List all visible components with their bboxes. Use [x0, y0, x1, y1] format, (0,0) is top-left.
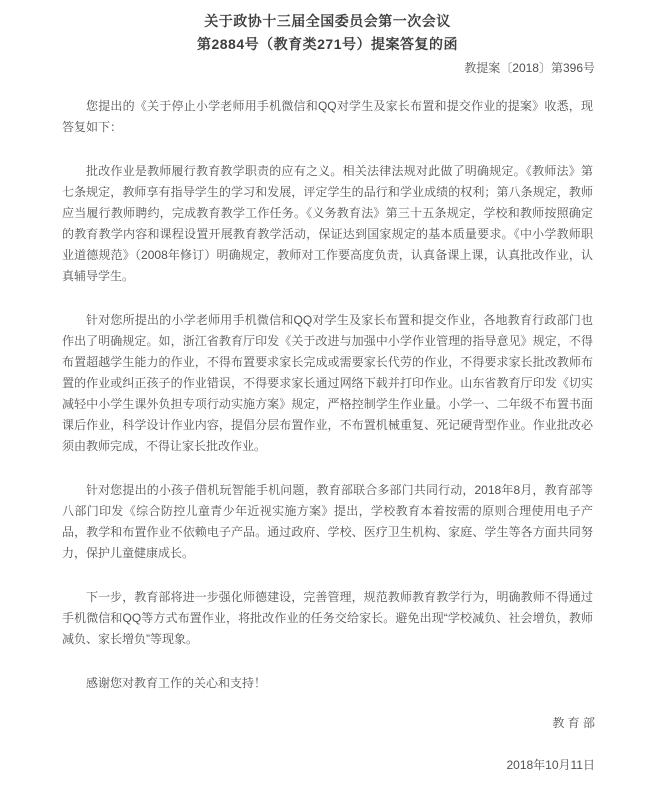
body-paragraph: 批改作业是教师履行教育教学职责的应有之义。相关法律法规对此做了明确规定。《教师法》第七条规定，教师享有指导学生的学习和发展，评定学生的品行和学业成绩的权利；第八条规定，教师应当履行教师聘约，完成教育教学工作任务。《义务教育法》第三十五条规定，学校和教师按照确定的教育教学内容和课程设置开展教育教学活动，保证达到国家规定的基本质量要求。《中小学教师职业道德规范》（2008年修订）明确规定，教师对工作要高度负责，认真备课上课，认真批改作业，认真辅导学生。	[62, 164, 593, 283]
body-paragraph: 针对您所提出的小学老师用手机微信和QQ对学生及家长布置和提交作业，各地教育行政部门也作出了明确规定。如，浙江省教育厅印发《关于改进与加强中小学作业管理的指导意见》规定，不得布置超越学生能力的作业，不得布置要求家长完成或需要家长代劳的作业，不得要求家长批改教师布置的作业或纠正孩子的作业错误，不得要求家长通过网络下载并打印作业。山东省教育厅印发《切实减轻中小学生课外负担专项行动实施方案》规定，严格控制学生作业量。小学一、二年级不布置书面课后作业，科学设计作业内容，提倡分层布置作业，不布置机械重复、死记硬背型作业。作业批改必须由教师完成，不得让家长批改作业。	[62, 313, 593, 453]
signature-org: 教 育 部	[552, 716, 595, 730]
signature-date: 2018年10月11日	[506, 758, 595, 772]
body-paragraph: 您提出的《关于停止小学老师用手机微信和QQ对学生及家长布置和提交作业的提案》收悉，现答复如下：	[62, 99, 593, 134]
title-line-1: 关于政协十三届全国委员会第一次会议	[204, 13, 451, 29]
body-paragraph: 感谢您对教育工作的关心和支持！	[86, 676, 267, 690]
body-paragraph: 下一步，教育部将进一步强化师德建设，完善管理，规范教师教育教学行为，明确教师不得通过手机微信和QQ等方式布置作业，将批改作业的任务交给家长。避免出现“学校减负、社会增负，教师减负、家长增负”等现象。	[62, 590, 593, 646]
document-number: 教提案〔2018〕第396号	[464, 61, 595, 75]
title-line-2: 第2884号（教育类271号）提案答复的函	[196, 36, 458, 52]
document-title	[0, 0, 655, 56]
document-body	[0, 96, 655, 694]
body-paragraph: 针对您提出的小孩子借机玩智能手机问题，教育部联合多部门共同行动，2018年8月，教育部等八部门印发《综合防控儿童青少年近视实施方案》提出，学校教育本着按需的原则合理使用电子产品，教学和布置作业不依赖电子产品。通过政府、学校、医疗卫生机构、家庭、学生等各方面共同努力，保护儿童健康成长。	[62, 483, 593, 560]
